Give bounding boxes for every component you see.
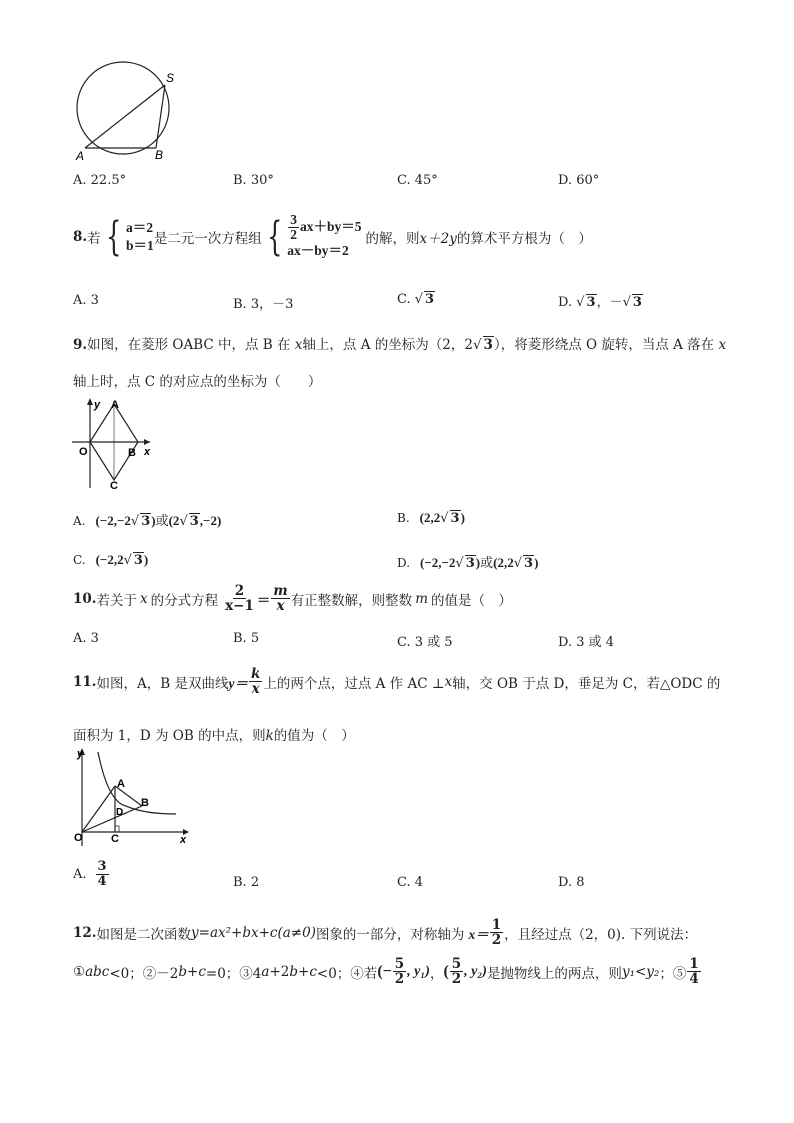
q8-option-a: A. 3 — [73, 293, 99, 308]
q11-label-a: A — [117, 778, 125, 790]
q9-option-d — [397, 552, 538, 571]
q11-option-b: B. 2 — [233, 875, 260, 890]
q11-post: 上的两个点，过点 A 作 AC ⊥ — [263, 675, 445, 692]
q10-pre: 若关于 — [96, 592, 137, 609]
q7-label-a: A — [76, 149, 85, 163]
q9-rhombus-figure — [66, 394, 166, 492]
q7-label-s: S — [166, 71, 175, 85]
q11-k: k — [265, 728, 274, 744]
q9-x: x — [294, 337, 303, 353]
q10-option-d: D. 3 或 4 — [558, 635, 615, 650]
q8-option-d — [558, 291, 643, 310]
q12-l2-8: 是抛物线上的两点，则 — [486, 965, 622, 982]
q11-label-y: y — [77, 748, 84, 760]
q10-f2-den: x — [276, 598, 285, 615]
q10-post: 有正整数解，则整数 — [290, 592, 413, 609]
q12-axis-x: x＝ — [468, 926, 489, 942]
q8-option-b: B. 3，－3 — [233, 297, 294, 312]
q12-p1-post: , y₁) — [407, 963, 430, 979]
q8-brace-1: { — [105, 213, 121, 260]
q10-post2: 的值是（ ） — [431, 592, 512, 609]
sqrt-icon: √ — [513, 556, 523, 571]
q8-sys2-frac — [288, 213, 299, 242]
q11-frac — [249, 667, 262, 696]
q7-label-b: B — [155, 148, 164, 162]
q11-y-eq: y＝ — [228, 675, 248, 691]
q12-y1y2: y₁<y₂ — [621, 963, 660, 980]
q9-c-1r: 3 — [133, 553, 143, 568]
q11-a-num: 3 — [97, 859, 107, 874]
q8-mid: 是二元一次方程组 — [153, 230, 262, 247]
q9-b-1: (2,2 — [419, 510, 441, 525]
q9-d-1: (−2,−2 — [420, 555, 456, 570]
q9-stem-line-1 — [73, 333, 726, 353]
q8-option-d-label: D. — [558, 295, 577, 310]
q11-label-c: C — [111, 833, 119, 845]
q8-post2: 的算术平方根为（ ） — [456, 230, 592, 247]
q9-a-2: (2 — [168, 513, 180, 528]
sqrt-icon: √ — [576, 295, 585, 310]
q9-label-b: B — [128, 447, 136, 459]
q11-f-num: k — [250, 666, 261, 682]
q11-label-b: B — [141, 797, 149, 809]
q12-l2-5: +2 — [269, 963, 290, 980]
q8-sys2-b: ax－by＝2 — [287, 243, 349, 259]
q10-x: x — [140, 590, 148, 607]
q11-stem-line-2 — [73, 724, 355, 744]
q9-b-1e: ) — [460, 510, 465, 525]
q12-axis-num: 1 — [491, 917, 502, 933]
q11-x: x — [444, 673, 453, 690]
q12-t-num: 1 — [689, 956, 699, 972]
q11-pre: 如图，A，B 是双曲线 — [96, 675, 229, 692]
q11-label-o: O — [74, 832, 83, 844]
q8-post: 的解，则 — [365, 230, 420, 247]
q8-option-c-label: C. — [397, 292, 415, 307]
q9-d-1e: ) — [475, 555, 481, 570]
q10-stem — [73, 584, 512, 613]
q9-x2: x — [718, 337, 727, 353]
q10-m: m — [415, 590, 428, 607]
q8-system-1 — [126, 219, 154, 255]
q9-d-1r: 3 — [465, 556, 475, 571]
q8-option-d-radicand-2: 3 — [632, 295, 642, 310]
q9-d-2r: 3 — [524, 556, 534, 571]
q9-line1-c: ），将菱形绕点 O 旋转，当点 A 落在 — [493, 337, 715, 353]
q8-option-c-radicand: 3 — [425, 292, 435, 307]
q8-system-2 — [287, 213, 361, 261]
q12-p1-num: 5 — [394, 956, 405, 972]
q10-option-a: A. 3 — [73, 631, 99, 646]
q10-option-b: B. 5 — [233, 631, 260, 646]
q11-label-d: D — [116, 807, 124, 818]
q8-sys2-a-rest: ax＋by＝5 — [300, 218, 362, 234]
q12-line1-a: 如图是二次函数 — [96, 926, 191, 943]
q12-l2-1: ① — [73, 963, 86, 980]
q12-t-frac — [687, 957, 700, 986]
q12-c1: c — [198, 963, 206, 980]
q8-sys1-a: a＝2 — [126, 219, 154, 235]
q12-p1-frac — [393, 957, 406, 986]
q12-c2: c — [309, 963, 317, 980]
q9-radicand: 3 — [483, 337, 493, 353]
q12-p2-frac — [450, 957, 463, 986]
q10-frac-2 — [271, 584, 289, 613]
q7-option-b: B. 30° — [233, 173, 274, 188]
q9-c-1: (−2,2 — [95, 552, 124, 567]
q8-pre: 若 — [87, 230, 101, 247]
sqrt-icon: √ — [123, 553, 132, 568]
q12-p1-den: 2 — [394, 971, 405, 988]
q8-sys2-a — [287, 213, 361, 242]
q11-label-x: x — [180, 834, 187, 846]
q12-p2-pre: ( — [443, 962, 449, 980]
q12-p2-post: , y₂) — [464, 963, 487, 979]
q12-t-den: 4 — [689, 971, 699, 988]
q8-option-d-sep: ，－ — [596, 295, 623, 310]
q12-b2: b — [289, 963, 299, 980]
sqrt-icon: √ — [622, 295, 631, 310]
q10-number: 10. — [73, 590, 97, 607]
q9-option-c-label: C. — [73, 553, 86, 567]
q10-mid: 的分式方程 — [150, 592, 219, 609]
q7-option-c: C. 45° — [397, 173, 438, 188]
q12-l2-9: ；⑤ — [659, 965, 687, 982]
q9-label-y: y — [94, 399, 101, 411]
q9-a-1: (−2,−2 — [95, 513, 131, 528]
q12-l2-2: <0；②－2 — [109, 965, 179, 982]
q7-option-d: D. 60° — [558, 173, 600, 188]
q8-expr: x＋2y — [419, 230, 457, 247]
q11-option-a-label: A. — [73, 866, 87, 882]
q9-a-2r: 3 — [189, 514, 199, 529]
q9-option-a-label: A. — [73, 514, 86, 528]
q12-axis-frac — [490, 918, 503, 947]
q12-l2-7: <0；④若 — [316, 965, 378, 982]
q8-frac-num: 3 — [290, 212, 298, 227]
q12-line1-b: 图象的一部分，对称轴为 — [315, 926, 465, 943]
q9-option-a — [73, 510, 221, 529]
q9-number: 9. — [73, 337, 88, 353]
q11-option-c: C. 4 — [397, 875, 424, 890]
q9-option-d-label: D. — [397, 556, 411, 570]
q9-line1-b: 轴上，点 A 的坐标为（2，2 — [302, 337, 473, 353]
q12-b1: b — [178, 963, 188, 980]
q12-line1-c: ，且经过点（2，0). 下列说法： — [504, 926, 698, 943]
q11-hyperbola-figure — [68, 744, 192, 848]
q9-a-1r: 3 — [141, 514, 151, 529]
q7-option-a: A. 22.5° — [73, 173, 127, 188]
q11-f-den: x — [251, 681, 260, 698]
q9-label-c: C — [110, 480, 118, 492]
sqrt-icon: √ — [130, 514, 140, 529]
q11-post2: 轴，交 OB 于点 D，垂足为 C，若△ODC 的 — [452, 675, 721, 692]
q9-option-c — [73, 552, 148, 568]
q9-line1-a: 如图，在菱形 OABC 中，点 B 在 — [87, 337, 291, 353]
q9-a-or: 或 — [155, 514, 169, 529]
sqrt-icon: √ — [414, 292, 424, 307]
q9-c-1e: ) — [143, 552, 149, 567]
q10-option-c: C. 3 或 5 — [397, 635, 453, 650]
q9-stem-line-2: 轴上时，点 C 的对应点的坐标为（ ） — [73, 374, 322, 390]
q12-l2-3: + — [187, 963, 199, 980]
sqrt-icon: √ — [472, 337, 482, 353]
q8-number: 8. — [73, 228, 88, 245]
q12-a2: a — [261, 963, 270, 980]
q10-f1-num: 2 — [234, 583, 245, 599]
q8-frac-den: 2 — [290, 227, 298, 243]
q9-d-2: (2,2 — [493, 555, 514, 570]
q11-option-d: D. 8 — [558, 875, 585, 890]
q7-circle-figure — [62, 58, 192, 168]
sqrt-icon: √ — [179, 514, 188, 529]
q12-p1-pre: (− — [377, 962, 392, 980]
q8-option-d-radicand-1: 3 — [586, 295, 596, 310]
q12-number: 12. — [73, 924, 97, 941]
q9-label-x: x — [144, 446, 151, 458]
q8-stem — [73, 213, 592, 261]
sqrt-icon: √ — [455, 556, 464, 571]
q9-option-b — [397, 510, 465, 526]
q9-d-or: 或 — [480, 556, 494, 571]
q12-stem-line-1 — [73, 918, 697, 947]
q9-d-2e: ) — [534, 555, 539, 570]
q11-a-den: 4 — [97, 873, 107, 889]
q12-l2-4: =0；③4 — [205, 965, 262, 982]
sqrt-icon: √ — [440, 511, 449, 526]
q12-l2-6: + — [298, 963, 310, 980]
q11-number: 11. — [73, 673, 97, 690]
q12-func: y=ax²+bx+c(a≠0) — [191, 924, 316, 941]
q9-b-1r: 3 — [450, 511, 460, 526]
q9-label-a: A — [111, 399, 119, 411]
q10-eq: ＝ — [256, 592, 271, 608]
q9-a-1e: ) — [151, 513, 156, 528]
q11-stem-line-1 — [73, 667, 720, 696]
q12-p2-den: 2 — [451, 971, 462, 988]
q8-sys1-b: b＝1 — [126, 237, 154, 253]
q9-a-2e: ,−2) — [199, 513, 222, 528]
q8-option-c — [397, 291, 435, 307]
q12-abc: abc — [85, 963, 110, 980]
q11-line2-b: 的值为（ ） — [273, 728, 355, 744]
q9-option-b-label: B. — [397, 511, 410, 525]
q8-brace-2: { — [266, 213, 283, 260]
q9-label-o: O — [79, 446, 88, 458]
q12-stem-line-2 — [73, 957, 702, 986]
q12-sep: ， — [429, 965, 444, 982]
q11-line2-a: 面积为 1，D 为 OB 的中点，则 — [73, 728, 266, 744]
q11-option-a-frac — [96, 860, 109, 888]
q11-option-a — [73, 860, 110, 888]
q10-f1-den: x−1 — [225, 598, 254, 615]
q10-frac-1 — [223, 584, 256, 613]
q12-p2-num: 5 — [451, 956, 462, 972]
q10-f2-num: m — [273, 583, 288, 599]
q12-axis-den: 2 — [491, 932, 502, 949]
